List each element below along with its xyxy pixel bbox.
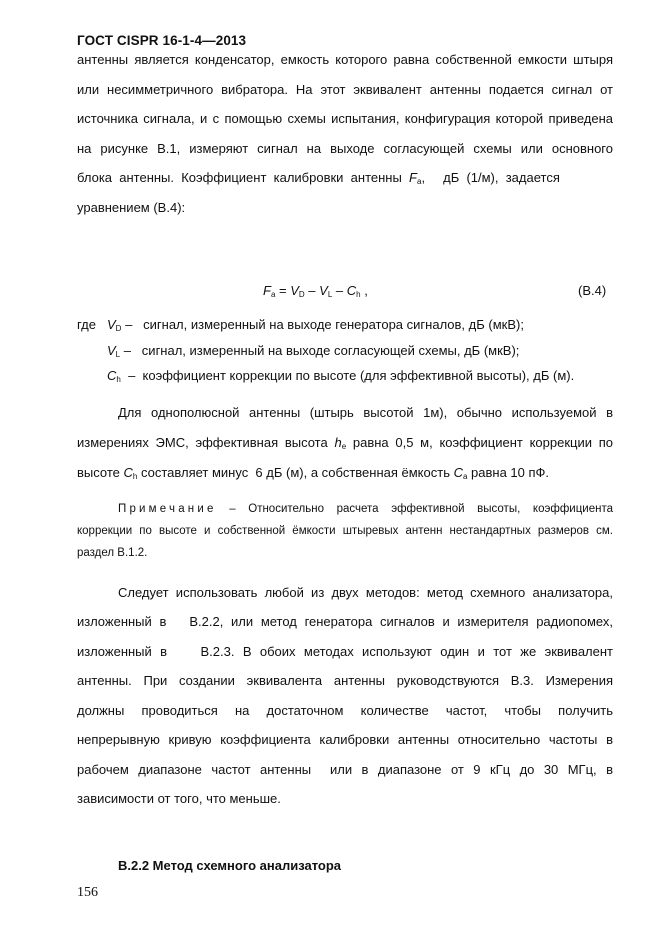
text-line: антенны является конденсатор, емкость которого равна собственной емкости штыря [77,52,613,67]
paragraph-methods-cont [77,614,613,821]
paragraph-monopole [118,405,613,435]
formula-b4: $F_a = V_D - V_L - C_h$ , [263,283,368,299]
text-line: или несимметричного вибратора. На этот эквивалент антенны подается сигнал от [77,81,613,97]
text-line: Следует использовать любой из двух методов: метод схемного анализатора, [118,585,613,600]
section-heading: В.2.2 Метод схемного анализатора [118,858,342,873]
text-line: Для однополюсной антенны (штырь высотой 1м), обычно используемой в [118,405,613,420]
document-header: ГОСТ CISPR 16-1-4—2013 [77,33,247,48]
paragraph-monopole-cont [77,435,613,494]
formula-number: (В.4) [578,283,607,298]
text-line: должны проводиться на достаточном количестве частот, чтобы получить [77,702,613,718]
text-line: коррекции по высоте и собственной ёмкости штыревых антенн нестандартных размеров см. [77,525,613,537]
text-line: антенны. При создании эквивалента антенны руководствуются В.3. Измерения [77,673,613,688]
text-line: источника сигнала, и с помощью схемы испытания, конфигурация которой приведена [77,111,613,126]
text-line: непрерывную кривую коэффициента калибровки антенны относительно частоты в [77,732,613,747]
note-label: Примечание [118,503,217,515]
text-line: уравнением (В.4): [77,199,186,215]
note-block [118,503,613,525]
text-line: зависимости от того, что меньше. [77,791,281,806]
where-item-vl: $V_L$ – сигнал, измеренный на выходе согласующей схемы, дБ (мкВ); [107,343,520,359]
text-line: рабочем диапазоне частот антенны или в диапазоне от 9 кГц до 30 МГц, в [77,761,613,777]
where-item-ch: $C_h$ – коэффициент коррекции по высоте (для эффективной высоты), дБ (м). [107,368,575,384]
paragraph-antenna-equivalent [77,52,613,229]
text-line: высоте $C_h$ составляет минус 6 дБ (м), а собственная ёмкость $C_a$ равна 10 пФ. [77,464,550,481]
text-line: блока антенны. Коэффициент калибровки антенны $F_a$, дБ (1/м), задается [77,170,560,186]
text-line: изложенный в В.2.3. В обоих методах используют один и тот же эквивалент [77,643,613,659]
text-line: раздел В.1.2. [77,546,148,559]
page-number: 156 [77,885,98,900]
text-line: измерениях ЭМС, эффективная высота $h_e$ равна 0,5 м, коэффициент коррекции по [77,435,613,451]
text-line: на рисунке В.1, измеряют сигнал на выходе согласующей схемы или основного [77,140,613,156]
paragraph-methods [118,585,613,615]
text-line: изложенный в В.2.2, или метод генератора сигналов и измерителя радиопомех, [77,614,613,629]
note-block-cont [77,525,613,568]
where-item-vd: где $V_D$ – сигнал, измеренный на выходе генератора сигналов, дБ (мкВ); [77,317,524,333]
text-line: Примечание – Относительно расчета эффективной высоты, коэффициента [118,503,613,515]
